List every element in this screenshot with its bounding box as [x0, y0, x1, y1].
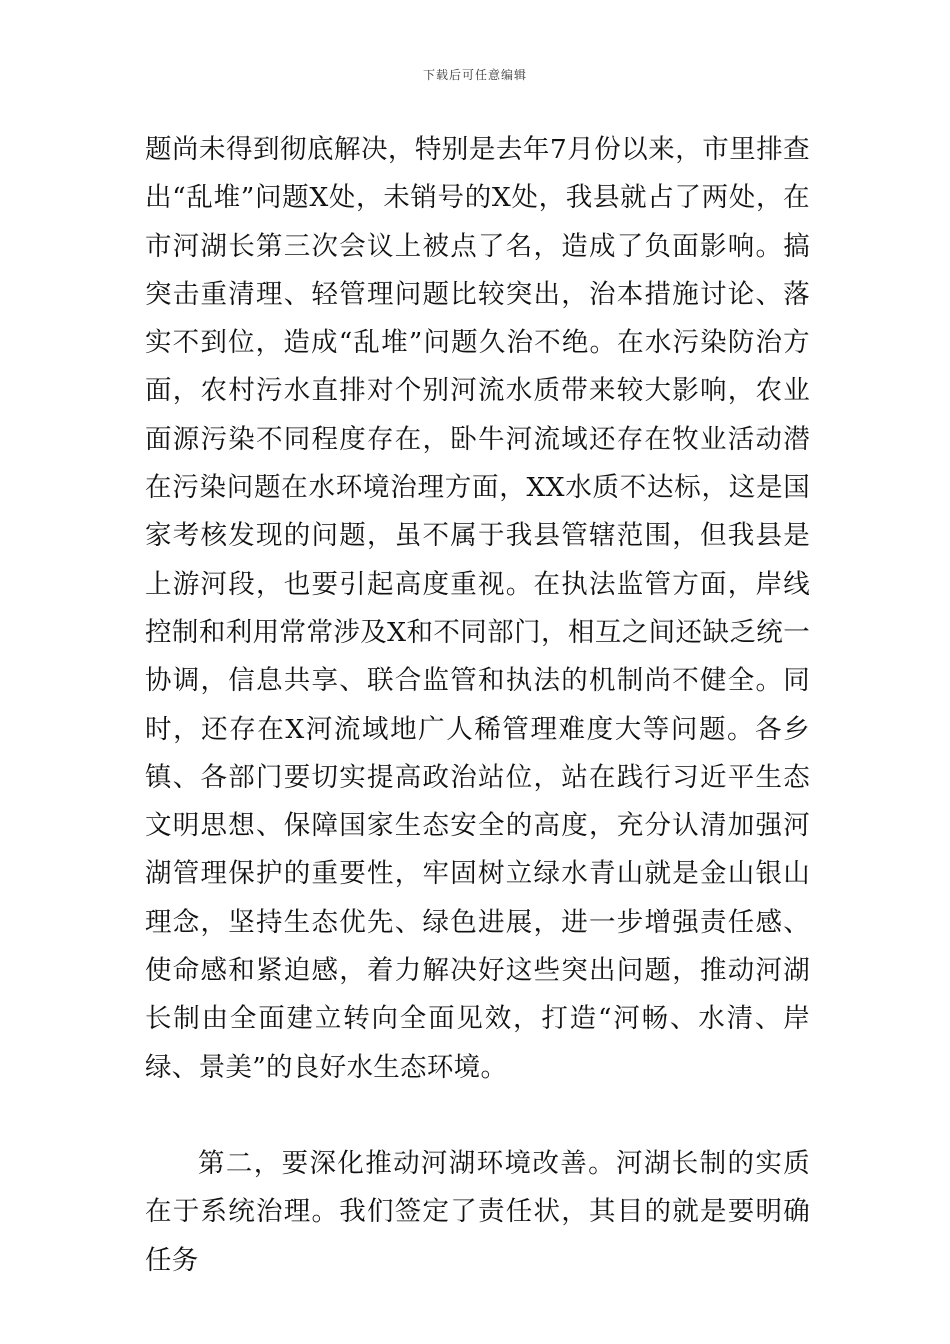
body-paragraph-2: 第二，要深化推动河湖环境改善。河湖长制的实质在于系统治理。我们签定了责任状，其目的就是要明确任务 [145, 1147, 810, 1276]
document-body [145, 126, 810, 1285]
body-paragraph-1: 题尚未得到彻底解决，特别是去年7月份以来，市里排查出“乱堆”问题X处，未销号的X处，我县就占了两处，在市河湖长第三次会议上被点了名，造成了负面影响。搞突击重清理、轻管理问题比较突出，治本措施讨论、落实不到位，造成“乱堆”问题久治不绝。在水污染防治方面，农村污水直排对个别河流水质带来较大影响，农业面源污染不同程度存在，卧牛河流域还存在牧业活动潜在污染问题在水环境治理方面，XX水质不达标，这是国家考核发现的问题，虽不属于我县管辖范围，但我县是上游河段，也要引起高度重视。在执法监管方面，岸线控制和利用常常涉及X和不同部门，相互之间还缺乏统一协调，信息共享、联合监管和执法的机制尚不健全。同时，还存在X河流域地广人稀管理难度大等问题。各乡镇、各部门要切实提高政治站位，站在践行习近平生态文明思想、保障国家生态安全的高度，充分认清加强河湖管理保护的重要性，牢固树立绿水青山就是金山银山理念，坚持生态优先、绿色进展，进一步增强责任感、使命感和紧迫感，着力解决好这些突出问题，推动河湖长制由全面建立转向全面见效，打造“河畅、水清、岸绿、景美”的良好水生态环境。 [145, 134, 810, 1083]
page-header-note: 下载后可任意编辑 [422, 68, 527, 82]
